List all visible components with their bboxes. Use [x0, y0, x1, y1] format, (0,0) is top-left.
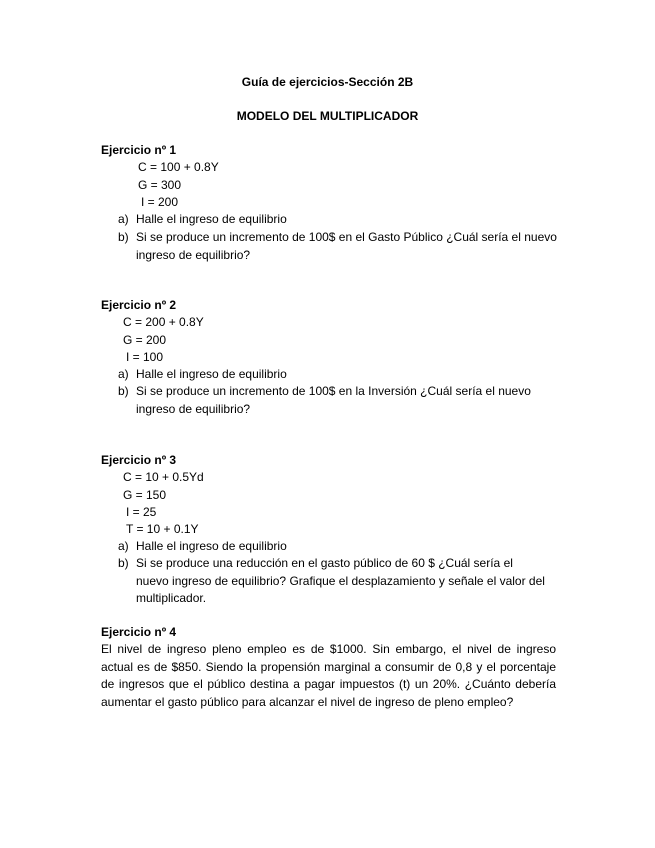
- item-text: Si se produce una reducción en el gasto público de 60 $ ¿Cuál sería el nuevo ingreso de equilibrio? Grafique el desplazamiento y señale el valor del multiplicador.: [136, 556, 545, 605]
- exercise-1-item-b: [118, 229, 558, 264]
- item-label: b): [118, 384, 129, 398]
- item-text: Si se produce un incremento de 100$ en el Gasto Público ¿Cuál sería el nuevo ingreso de equilibrio?: [136, 230, 557, 262]
- exercise-1-equation: G = 300: [138, 178, 182, 192]
- exercise-3-equation: T = 10 + 0.1Y: [126, 522, 199, 536]
- exercise-3-item-b: [118, 555, 548, 608]
- exercise-2-equation: I = 100: [126, 350, 164, 364]
- item-text: Si se produce un incremento de 100$ en la Inversión ¿Cuál sería el nuevo ingreso de equilibrio?: [136, 384, 531, 416]
- exercise-2-equation: G = 200: [123, 333, 167, 347]
- item-text: Halle el ingreso de equilibrio: [136, 367, 287, 381]
- item-label: a): [118, 212, 129, 226]
- exercise-2-item-a: [118, 366, 558, 384]
- exercise-1-item-a: [118, 211, 558, 229]
- item-text: Halle el ingreso de equilibrio: [136, 212, 287, 226]
- exercise-3-heading: Ejercicio nº 3: [101, 453, 177, 467]
- item-label: a): [118, 367, 129, 381]
- item-label: a): [118, 539, 129, 553]
- exercise-1-equation: I = 200: [141, 195, 179, 209]
- item-label: b): [118, 230, 129, 244]
- exercise-2-heading: Ejercicio nº 2: [101, 298, 177, 312]
- exercise-4-paragraph: El nivel de ingreso pleno empleo es de $1000. Sin embargo, el nivel de ingreso actual es de $850. Siendo la propensión marginal a consumir de 0,8 y el porcentaje de ingresos que el público destina a pagar impuestos (t) un 20%. ¿Cuánto debería aumentar el gasto público para alcanzar el nivel de ingreso de pleno empleo?: [101, 642, 556, 709]
- exercise-1-heading: Ejercicio nº 1: [101, 143, 177, 157]
- exercise-3-item-a: [118, 538, 558, 556]
- exercise-2-equation: C = 200 + 0.8Y: [123, 315, 204, 329]
- exercise-1-equation: C = 100 + 0.8Y: [138, 160, 219, 174]
- item-text: Halle el ingreso de equilibrio: [136, 539, 287, 553]
- item-label: b): [118, 556, 129, 570]
- exercise-2-item-b: [118, 383, 558, 418]
- exercise-3-equation: I = 25: [126, 505, 157, 519]
- exercise-4-heading: Ejercicio nº 4: [101, 625, 177, 639]
- document-subtitle: MODELO DEL MULTIPLICADOR: [236, 109, 419, 123]
- document-title: Guía de ejercicios-Sección 2B: [241, 75, 414, 89]
- exercise-3-equation: G = 150: [123, 488, 167, 502]
- exercise-3-equation: C = 10 + 0.5Yd: [123, 470, 204, 484]
